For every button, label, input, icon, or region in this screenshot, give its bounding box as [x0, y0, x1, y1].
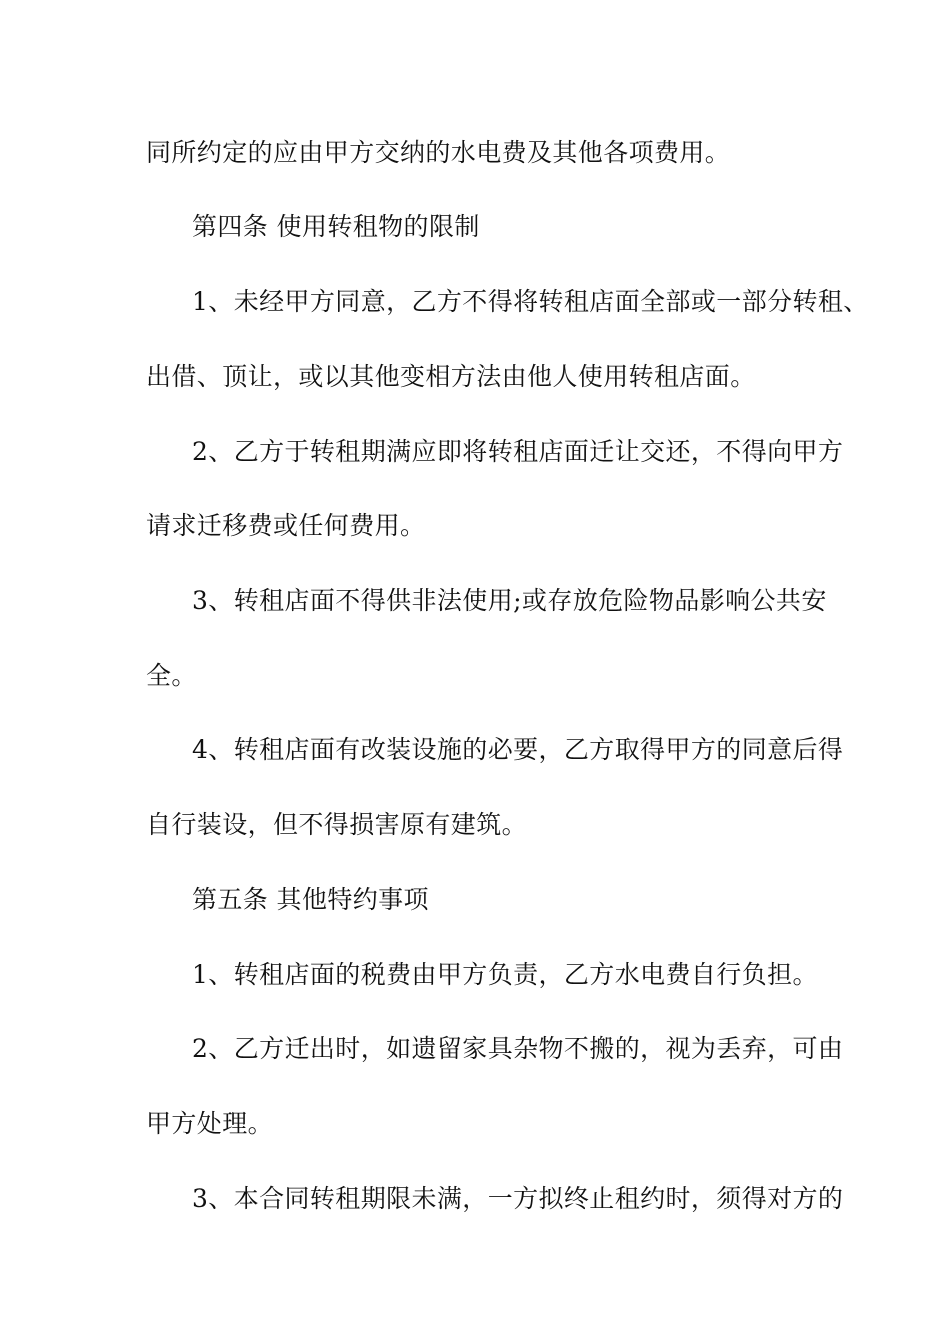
paragraph-line: 甲方处理。	[146, 1109, 274, 1138]
paragraph-line: 1、转租店面的税费由甲方负责，乙方水电费自行负担。	[192, 960, 818, 989]
paragraph-line: 请求迁移费或任何费用。	[146, 511, 426, 540]
paragraph-line: 同所约定的应由甲方交纳的水电费及其他各项费用。	[146, 138, 731, 167]
paragraph-line: 2、乙方于转租期满应即将转租店面迁让交还，不得向甲方	[192, 437, 844, 466]
paragraph-line: 自行装设，但不得损害原有建筑。	[146, 810, 528, 839]
paragraph-line: 3、转租店面不得供非法使用;或存放危险物品影响公共安	[192, 586, 827, 615]
paragraph-line: 1、未经甲方同意，乙方不得将转租店面全部或一部分转租、	[192, 287, 869, 316]
paragraph-line: 全。	[146, 661, 197, 690]
paragraph-line: 3、本合同转租期限未满，一方拟终止租约时，须得对方的	[192, 1184, 844, 1213]
article-heading: 第五条 其他特约事项	[192, 885, 429, 914]
paragraph-line: 出借、顶让，或以其他变相方法由他人使用转租店面。	[146, 362, 756, 391]
paragraph-line: 4、转租店面有改装设施的必要，乙方取得甲方的同意后得	[192, 735, 844, 764]
paragraph-line: 2、乙方迁出时，如遗留家具杂物不搬的，视为丢弃，可由	[192, 1034, 844, 1063]
article-heading: 第四条 使用转租物的限制	[192, 212, 480, 241]
